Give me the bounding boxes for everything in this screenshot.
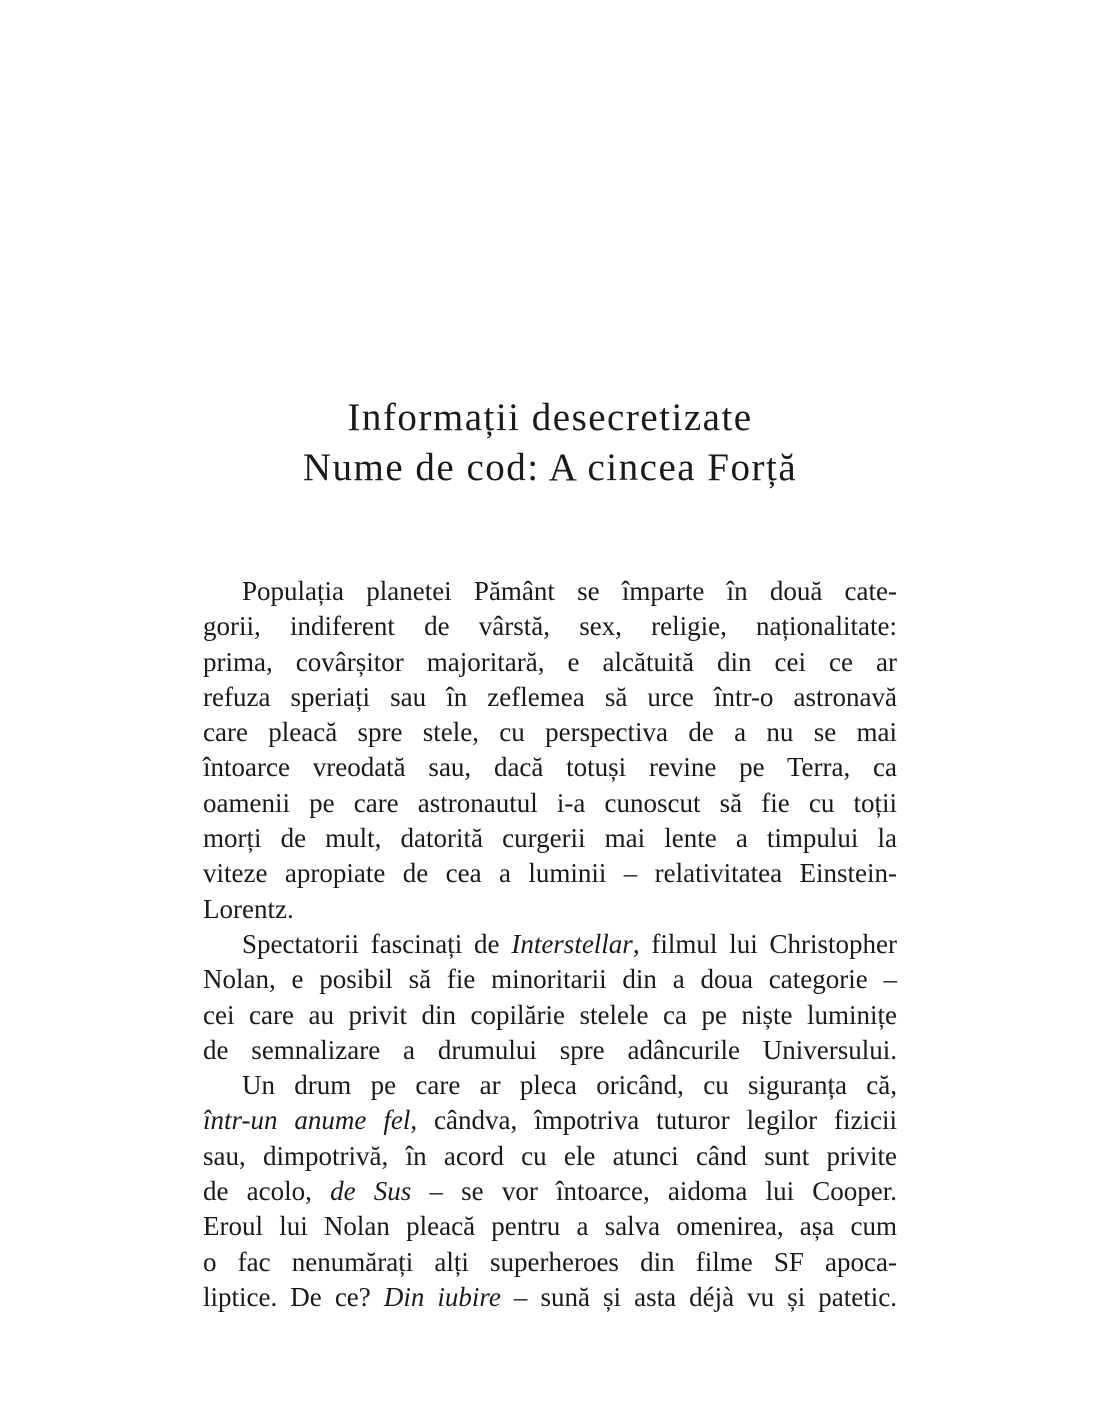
text-line: [203, 927, 897, 962]
text-segment: refuza speriați sau în zeflemea să urce într-o astronavă: [203, 681, 897, 712]
paragraph: [203, 574, 897, 927]
text-segment: gorii, indiferent de vârstă, sex, religie, naționalitate:: [203, 611, 897, 642]
text-line: [203, 1209, 897, 1244]
text-line: [203, 962, 897, 997]
text-segment: Nolan, e posibil să fie minoritarii din a doua categorie –: [203, 964, 897, 995]
text-segment: sau, dimpotrivă, în acord cu ele atunci când sunt privite: [203, 1140, 897, 1171]
text-segment: Un drum pe care ar pleca oricând, cu siguranța că,: [242, 1070, 897, 1101]
text-segment: care pleacă spre stele, cu perspectiva de a nu se mai: [203, 717, 897, 748]
text-segment: viteze apropiate de cea a luminii – relativitatea Einstein-: [203, 858, 897, 889]
italic-text-segment: într-un anume fel: [203, 1105, 411, 1136]
text-segment: de semnalizare a drumului spre adâncurile Universului.: [203, 1034, 897, 1065]
text-segment: Eroul lui Nolan pleacă pentru a salva omenirea, așa cum: [203, 1211, 897, 1242]
paragraph: [203, 927, 897, 1068]
italic-text-segment: de Sus: [330, 1176, 412, 1207]
text-segment: Populația planetei Pământ se împarte în două cate-: [242, 576, 897, 606]
text-line: [203, 680, 897, 715]
text-line: [203, 998, 897, 1033]
chapter-title: [203, 393, 897, 493]
text-segment: cei care au privit din copilărie stelele ca pe niște luminițe: [203, 999, 897, 1030]
text-line: [203, 715, 897, 750]
text-segment: , cândva, împotriva tuturor legilor fizicii: [410, 1105, 897, 1136]
text-segment: oamenii pe care astronautul i-a cunoscut să fie cu toții: [203, 787, 897, 818]
text-line: [203, 786, 897, 821]
text-segment: prima, covârșitor majoritară, e alcătuită din cei ce ar: [203, 646, 897, 677]
text-segment: Lorentz.: [203, 893, 294, 924]
text-segment: , filmul lui Christopher: [632, 928, 897, 959]
chapter-title-line-1: Informații desecretizate: [347, 396, 753, 439]
text-line: [203, 1068, 897, 1103]
italic-text-segment: Din iubire: [383, 1281, 501, 1312]
text-line: [203, 1103, 897, 1138]
text-line: [203, 1280, 897, 1315]
text-line: [203, 1033, 897, 1068]
paragraph: [203, 1068, 897, 1315]
text-segment: o fac nenumărați alți superheroes din filme SF apoca-: [203, 1246, 897, 1277]
text-segment: întoarce vreodată sau, dacă totuși revine pe Terra, ca: [203, 752, 897, 783]
text-line: [203, 892, 897, 927]
text-line: [203, 574, 897, 609]
text-segment: liptice. De ce?: [203, 1281, 384, 1312]
text-line: [203, 1245, 897, 1280]
chapter-title-line-2: Nume de cod: A cincea Forță: [302, 446, 798, 489]
body-text: [203, 574, 897, 1315]
text-line: [203, 645, 897, 680]
text-line: [203, 750, 897, 785]
text-segment: Spectatorii fascinați de: [242, 928, 512, 959]
text-line: [203, 1174, 897, 1209]
text-line: [203, 856, 897, 891]
text-line: [203, 1139, 897, 1174]
text-segment: – sună și asta déjà vu și patetic.: [500, 1281, 897, 1312]
text-line: [203, 609, 897, 644]
text-segment: de acolo,: [203, 1176, 331, 1207]
text-segment: morți de mult, datorită curgerii mai lente a timpului la: [203, 823, 897, 854]
text-segment: – se vor întoarce, aidoma lui Cooper.: [411, 1176, 898, 1207]
text-line: [203, 821, 897, 856]
italic-text-segment: Interstellar: [511, 928, 633, 959]
